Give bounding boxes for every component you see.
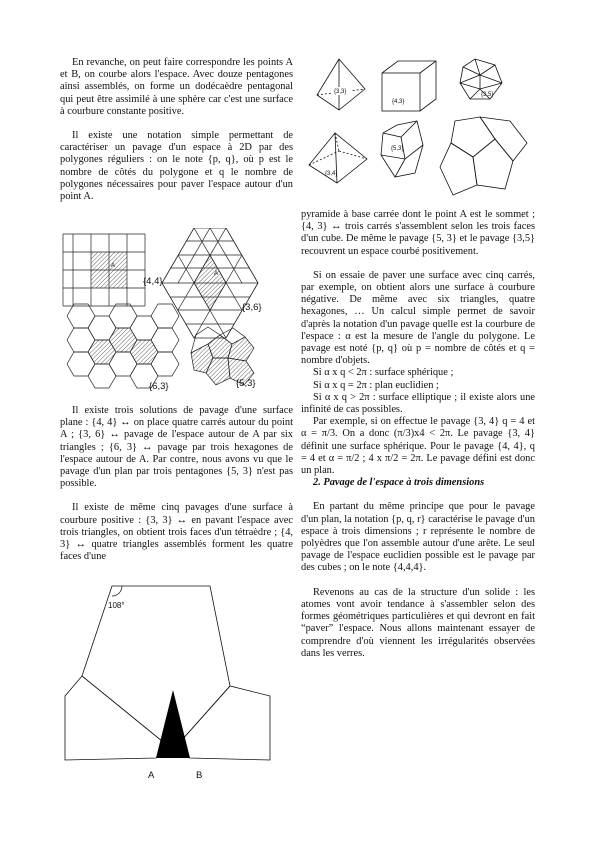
square-pyramid xyxy=(309,133,367,183)
condition-euclidean: Si α x q = 2π : plan euclidien ; xyxy=(313,379,439,391)
top-pentagon xyxy=(82,586,230,750)
tetrahedron-label: {3,3} xyxy=(334,89,347,95)
paragraph-pyramid-cube: pyramide à base carrée dont le point A est le sommet ; {4, 3} ↔ trois carrés s'assemblent selon les trois faces d'un cube. De même le pavage {5, 3} et le pavage {3,5} recouvrent un espace courbé positivement. xyxy=(301,209,535,257)
square-point-label: A xyxy=(111,263,116,269)
gap-triangle xyxy=(156,690,190,758)
pyramid-label: {3,4} xyxy=(325,171,338,177)
paragraph-negative-curvature: Si on essaie de paver une surface avec cinq carrés, par exemple, on obtient alors une surface à courbure négative. De même avec six triangles, quatre hexagones, … Un calcul simple permet de savoir d'après la notation d'un pavage quelle est la courbure de l'espace : α est la mesure de l'angle du polygone. Le pavage est noté {p, q} où p = nombre de côtés et q = nombre d'objets. xyxy=(301,269,535,367)
paragraph-spherical-dodecahedron: En revanche, on peut faire correspondre les points A et B, on courbe alors l'espace. Avec douze pentagones ainsi assemblés, on forme un dodécaèdre pentagonal qui peut être assimilé à une sphère car c'est une surface à courbure constante positive. xyxy=(60,57,293,117)
angle-label: 108° xyxy=(108,601,125,610)
square-tiling-label: {4,4} xyxy=(143,276,163,287)
paragraph-plane-tilings: Il existe trois solutions de pavage d'une surface plane : {4, 4} ↔ on place quatre carrés autour du point A ; {3, 6} ↔ pavage de l'espace autour de A par six triangles ; {6, 3} ↔ pavage par trois hexagones de l'espace autour de A. Par contre, nous avons vu que le pavage d'un plan par trois pentagones {5, 3} n'est pas possible. xyxy=(60,405,293,490)
polyhedra-figure xyxy=(305,55,537,207)
triangle-point-label: A xyxy=(214,271,219,277)
triangle-tiling-label: {3,6} xyxy=(242,302,262,313)
section-heading: 2. Pavage de l'espace à trois dimensions xyxy=(313,477,485,489)
cube xyxy=(382,61,436,111)
paragraph-notation: Il existe une notation simple permettant de caractériser un pavage d'un espace à 2D par des polygones réguliers : on le note {p, q}, où p est le nombre de côtés du polygone et q le nombre de polygones nécessaires pour paver l'espace autour d'un point A. xyxy=(60,130,293,203)
plane-tilings-figure xyxy=(58,228,296,396)
point-b-label: B xyxy=(196,770,203,781)
hexagon-tiling xyxy=(67,304,179,388)
pentagon-tiling-label: {5,3} xyxy=(236,378,256,389)
dodecahedron-label: {5,3} xyxy=(391,146,404,152)
right-column xyxy=(301,209,535,660)
icosahedron-label: {3,5} xyxy=(481,92,494,98)
left-column-bottom xyxy=(60,405,293,563)
condition-elliptic: Si α x q > 2π : surface elliptique ; il existe alors une infinité de cas possibles. xyxy=(301,391,535,416)
three-pentagons xyxy=(440,117,527,195)
condition-spherical: Si α x q < 2π : surface sphérique ; xyxy=(313,367,454,379)
paragraph-example: Par exemple, si on effectue le pavage {3, 4} q = 4 et α = π/3. On a donc (π/3)x4 < 2π. Le pavage {3, 4} définit une surface sphérique. Pour le pavage {4, 4}, q = 4 et α = π/2 ; 4 x π/2 = 2π. Le pavage défini est donc un plan. xyxy=(301,416,535,477)
left-column-top xyxy=(60,57,293,203)
pentagon-cluster xyxy=(191,327,254,385)
tetrahedron xyxy=(317,59,365,110)
paragraph-3d-tiling: En partant du même principe que pour le pavage d'un plan, la notation {p, q, r} caractérise le pavage d'un espace à trois dimensions ; r représente le nombre de polyèdres que l'on assemble autour d'une arête. Le seul pavage de l'espace euclidien possible est le pavage par des cubes ; on le note {4,4,4}. xyxy=(301,501,535,574)
hexagon-tiling-label: {6,3} xyxy=(149,381,169,392)
left-pentagon-edge xyxy=(65,676,173,760)
cube-label: {4,3} xyxy=(392,99,405,105)
square-grid-tiling xyxy=(63,234,145,306)
point-a-label: A xyxy=(148,770,155,781)
pentagon-gap-figure xyxy=(60,578,285,784)
paragraph-positive-curvature: Il existe de même cinq pavages d'une surface à courbure positive : {3, 3} ↔ en pavant l'espace avec trois triangles, on obtient trois faces d'un tétraèdre ; {4, 3} ↔ quatre triangles assemblés forment les quatre faces d'une xyxy=(60,502,293,563)
paragraph-solid-structure: Revenons au cas de la structure d'un solide : les atomes vont avoir tendance à s'assembler selon des formes géométriques particulières et qui devront en fait “paver” l'espace. Nous allons maintenant essayer de comprendre d'où viennent les irrégularités observées dans les verres. xyxy=(301,586,535,659)
